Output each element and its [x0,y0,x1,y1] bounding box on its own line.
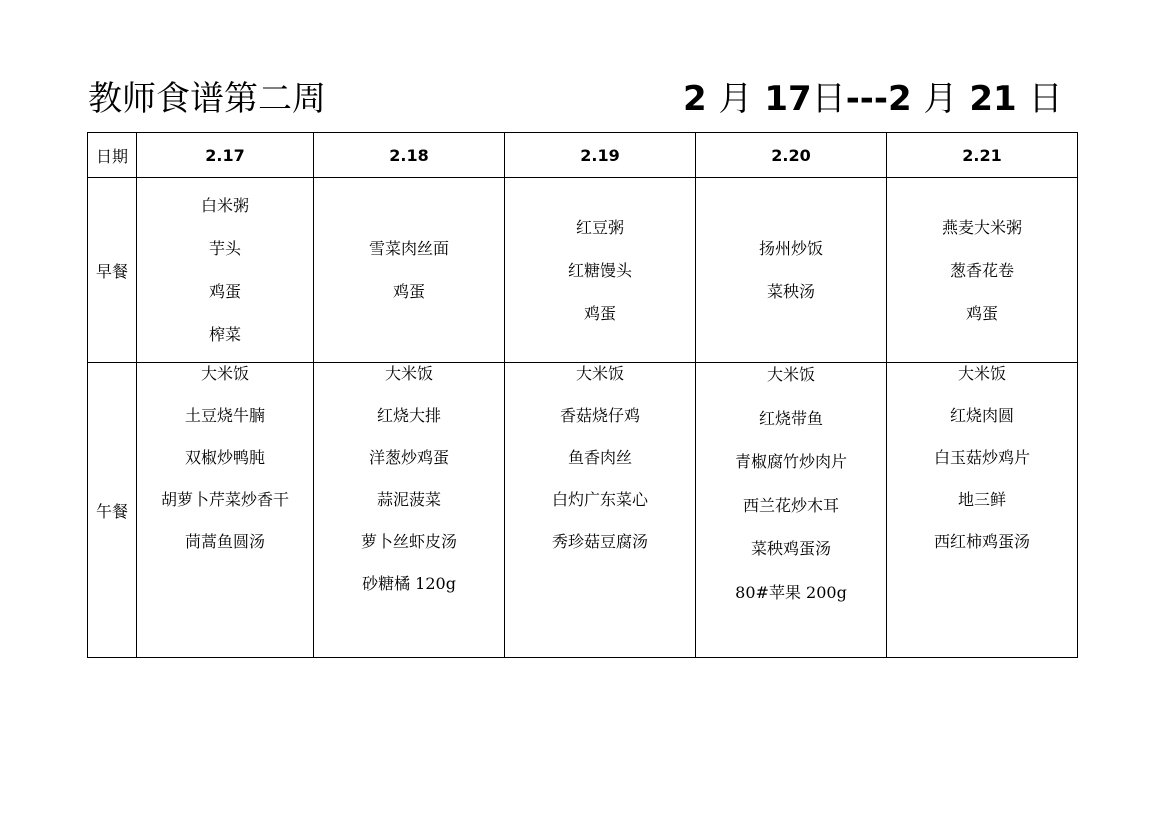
menu-item: 洋葱炒鸡蛋 [368,448,449,467]
menu-item: 西兰花炒木耳 [742,495,839,515]
menu-item-list [137,353,313,563]
date-cell: 2.20 [696,133,887,178]
menu-item: 砂糖橘 120g [362,574,456,593]
menu-item: 红糖馒头 [567,260,632,280]
menu-item-list [137,184,313,356]
menu-item: 蒜泥菠菜 [376,490,441,509]
menu-item: 大米饭 [384,364,433,383]
breakfast-cell [505,178,696,363]
date-range [683,76,1063,122]
menu-item: 红烧大排 [376,406,441,425]
date-cell: 2.17 [137,133,314,178]
menu-item: 芋头 [208,239,241,258]
menu-item-list [887,206,1077,335]
menu-item: 香菇烧仔鸡 [559,406,640,425]
menu-item: 萝卜丝虾皮汤 [360,532,457,551]
menu-item: 红烧带鱼 [758,408,823,428]
menu-item: 扬州炒饭 [758,239,823,258]
menu-item: 鸡蛋 [392,282,425,301]
date-cell: 2.19 [505,133,696,178]
menu-item: 燕麦大米粥 [941,217,1022,237]
menu-item: 雪菜肉丝面 [368,239,449,258]
menu-item: 双椒炒鸭肫 [184,448,265,467]
menu-item: 白玉菇炒鸡片 [933,448,1030,467]
menu-item: 白灼广东菜心 [551,490,648,509]
menu-item-list [696,353,886,614]
menu-item: 榨菜 [208,325,241,344]
menu-item: 大米饭 [957,364,1006,383]
menu-item: 鸡蛋 [583,303,616,323]
menu-item: 菜秧鸡蛋汤 [750,539,831,558]
menu-item: 红烧肉圆 [949,406,1014,425]
menu-item: 秀珍菇豆腐汤 [551,532,648,551]
menu-item: 80#苹果 200g [735,582,847,602]
breakfast-label: 早餐 [88,178,137,363]
breakfast-row [88,178,1078,363]
lunch-cell [137,363,314,658]
menu-item-list [505,206,695,335]
menu-item: 鱼香肉丝 [567,448,632,467]
lunch-label: 午餐 [88,363,137,658]
menu-item-list [887,353,1077,563]
menu-item-list [696,227,886,313]
menu-item: 土豆烧牛腩 [184,406,265,425]
range-separator: --- [845,79,889,119]
menu-item: 红豆粥 [575,217,624,237]
menu-item-list [314,353,504,605]
month-char: 月 [923,79,958,119]
breakfast-cell [314,178,505,363]
date-cell: 2.21 [887,133,1078,178]
day-char: 日 [1028,79,1063,119]
start-month: 2 [683,79,707,119]
end-day: 21 [969,79,1017,119]
date-cell: 2.18 [314,133,505,178]
date-header-label: 日期 [88,133,137,178]
menu-item-list [505,353,695,563]
menu-item: 大米饭 [200,364,249,383]
end-month: 2 [888,79,912,119]
date-header-row [88,133,1078,178]
lunch-cell [887,363,1078,658]
menu-item: 茼蒿鱼圆汤 [184,532,265,551]
menu-item: 地三鲜 [957,490,1006,509]
day-char: 日 [811,79,846,119]
menu-table [87,132,1078,658]
breakfast-cell [696,178,887,363]
lunch-cell [505,363,696,658]
menu-item: 胡萝卜芹菜炒香干 [160,490,289,509]
menu-item: 大米饭 [575,364,624,383]
month-char: 月 [718,79,753,119]
menu-item: 大米饭 [766,365,815,384]
lunch-cell [696,363,887,658]
breakfast-cell [887,178,1078,363]
menu-item: 西红柿鸡蛋汤 [933,532,1030,551]
menu-item: 白米粥 [200,196,249,215]
lunch-cell [314,363,505,658]
menu-item: 青椒腐竹炒肉片 [734,452,847,471]
menu-item: 葱香花卷 [949,260,1014,280]
menu-item: 鸡蛋 [208,282,241,301]
breakfast-cell [137,178,314,363]
menu-item: 鸡蛋 [965,303,998,323]
menu-item-list [314,227,504,313]
lunch-row [88,363,1078,658]
start-day: 17 [764,79,812,119]
menu-item: 菜秧汤 [766,282,815,301]
page-title: 教师食谱第二周 [88,79,326,119]
